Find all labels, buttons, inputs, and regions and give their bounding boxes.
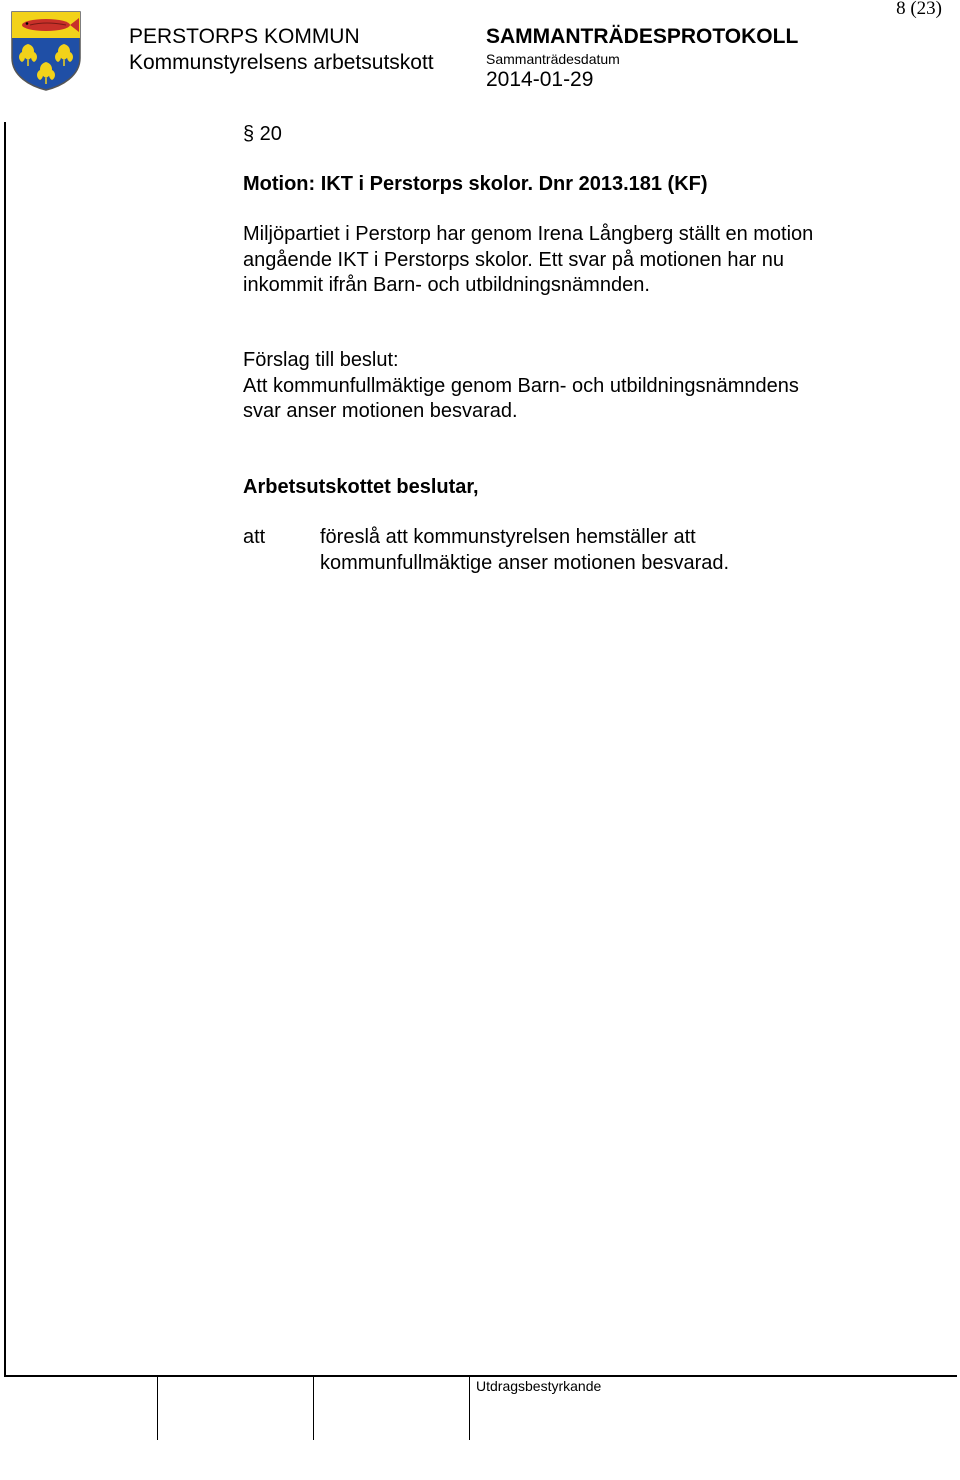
proposal-line: svar anser motionen besvarad. bbox=[243, 400, 518, 422]
proposal-block bbox=[243, 348, 799, 425]
decision-heading: Arbetsutskottet beslutar, bbox=[243, 476, 479, 498]
certification-label: Utdragsbestyrkande bbox=[476, 1378, 602, 1394]
decision-text bbox=[320, 525, 729, 576]
intro-line: Miljöpartiet i Perstorp har genom Irena Långberg ställt en motion bbox=[243, 223, 814, 245]
intro-line: inkommit ifrån Barn- och utbildningsnämnden. bbox=[243, 274, 650, 296]
signature-box-divider bbox=[157, 1376, 158, 1440]
paragraph-number: § 20 bbox=[243, 123, 282, 145]
page-number: 8 (23) bbox=[896, 0, 942, 19]
meeting-date: 2014-01-29 bbox=[486, 68, 594, 91]
date-label: Sammanträdesdatum bbox=[486, 51, 620, 67]
decision-line: föreslå att kommunstyrelsen hemställer att bbox=[320, 526, 696, 548]
coat-of-arms-logo bbox=[10, 10, 82, 92]
municipality-name: PERSTORPS KOMMUN bbox=[129, 25, 360, 48]
footer-top-rule bbox=[4, 1375, 957, 1377]
left-margin-line bbox=[4, 122, 6, 1376]
decision-prefix: att bbox=[243, 526, 266, 548]
decision-line: kommunfullmäktige anser motionen besvarad. bbox=[320, 551, 730, 574]
signature-box-divider bbox=[313, 1376, 314, 1440]
intro-paragraph bbox=[243, 222, 813, 299]
committee-name: Kommunstyrelsens arbetsutskott bbox=[129, 51, 434, 74]
signature-box-divider bbox=[469, 1376, 470, 1440]
proposal-line: Att kommunfullmäktige genom Barn- och utbildningsnämndens bbox=[243, 374, 799, 397]
intro-line: angående IKT i Perstorps skolor. Ett svar på motionen har nu bbox=[243, 248, 785, 271]
section-heading: Motion: IKT i Perstorps skolor. Dnr 2013.181 (KF) bbox=[243, 173, 708, 195]
document-type: SAMMANTRÄDESPROTOKOLL bbox=[486, 25, 799, 48]
proposal-label: Förslag till beslut: bbox=[243, 349, 399, 371]
